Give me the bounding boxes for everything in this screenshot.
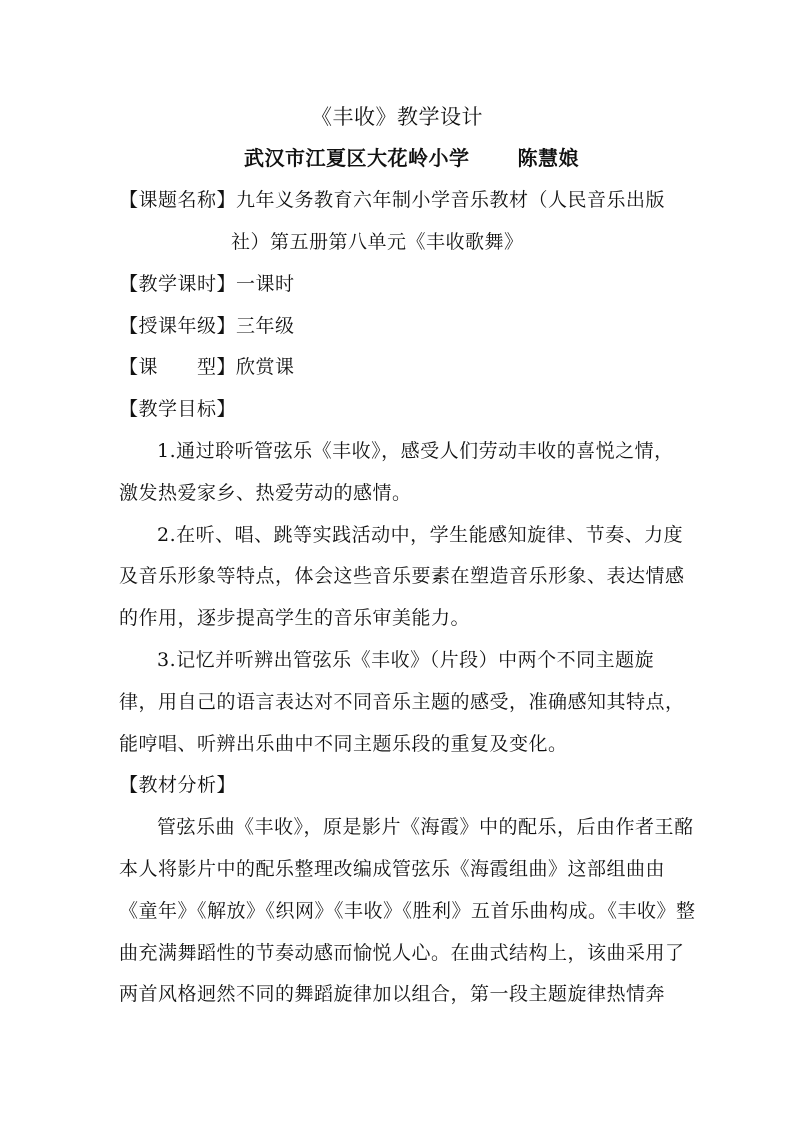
analysis-line-1: 管弦乐曲《丰收》，原是影片《海霞》中的配乐，后由作者王酩 [157, 816, 694, 838]
type-row [119, 355, 295, 379]
goal-3-line-1: 3.记忆并听辨出管弦乐《丰收》（片段）中两个不同主题旋 [157, 649, 655, 671]
topic-label: 【课题名称】 [119, 189, 237, 211]
topic-row [119, 188, 665, 212]
grade-row [119, 314, 295, 338]
goal-3-line-2: 律，用自己的语言表达对不同音乐主题的感受，准确感知其特点， [119, 691, 685, 713]
goal-1-line-2: 激发热爱家乡、热爱劳动的感情。 [119, 482, 412, 504]
goal-2-line-2: 及音乐形象等特点，体会这些音乐要素在塑造音乐形象、表达情感 [119, 565, 685, 587]
goal-2-line-3: 的作用，逐步提高学生的音乐审美能力。 [119, 607, 471, 629]
analysis-line-3: 《童年》《解放》《织网》《丰收》《胜利》五首乐曲构成。《丰收》整 [119, 900, 696, 922]
analysis-line-4: 曲充满舞蹈性的节奏动感而愉悦人心。在曲式结构上，该曲采用了 [119, 942, 685, 964]
analysis-line-2: 本人将影片中的配乐整理改编成管弦乐《海霞组曲》这部组曲由 [119, 858, 666, 880]
hours-row [119, 272, 295, 296]
topic-value: 九年义务教育六年制小学音乐教材（人民音乐出版 [236, 189, 666, 211]
type-value: 欣赏课 [236, 356, 295, 378]
analysis-heading: 【教材分析】 [119, 774, 237, 796]
analysis-line-5: 两首风格迥然不同的舞蹈旋律加以组合，第一段主题旋律热情奔 [119, 983, 666, 1005]
grade-label: 【授课年级】 [119, 315, 237, 337]
document-title: 《丰收》教学设计 [311, 105, 483, 129]
goals-heading: 【教学目标】 [119, 398, 237, 420]
hours-label: 【教学课时】 [119, 273, 237, 295]
goal-3-line-3: 能哼唱、听辨出乐曲中不同主题乐段的重复及变化。 [119, 733, 568, 755]
goal-1-line-1: 1.通过聆听管弦乐《丰收》，感受人们劳动丰收的喜悦之情， [157, 440, 674, 462]
grade-value: 三年级 [236, 315, 295, 337]
author-name: 陈慧娘 [517, 146, 579, 170]
school-name: 武汉市江夏区大花岭小学 [244, 146, 470, 170]
topic-value-continued: 社）第五册第八单元《丰收歌舞》 [231, 231, 524, 253]
goal-2-line-1: 2.在听、唱、跳等实践活动中，学生能感知旋律、节奏、力度 [157, 524, 684, 546]
type-label: 【课 型】 [119, 356, 237, 378]
author-line [244, 146, 579, 170]
hours-value: 一课时 [236, 273, 295, 295]
